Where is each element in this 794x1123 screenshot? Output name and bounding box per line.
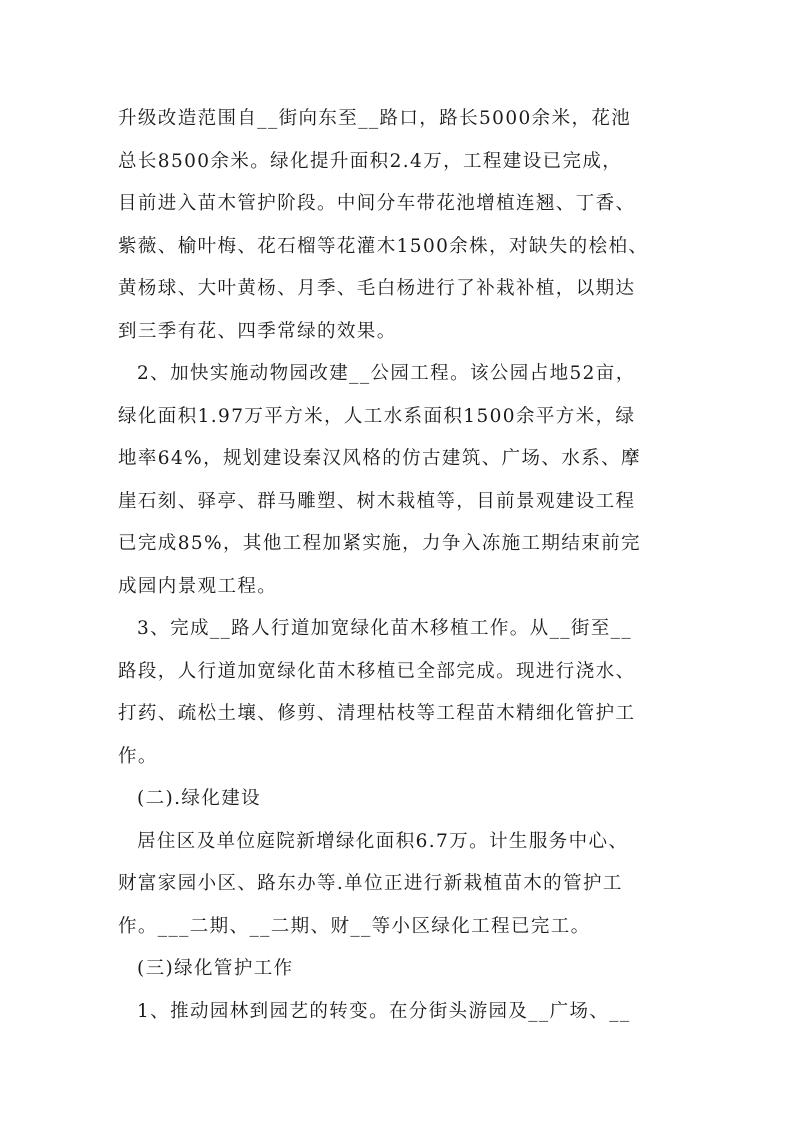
- text-line: 已完成85%，其他工程加紧实施，力争入冻施工期结束前完: [118, 533, 641, 554]
- text-line: 路段，人行道加宽绿化苗木移植已全部完成。现进行浇水、: [118, 660, 636, 682]
- text-line: 财富家园小区、路东办等.单位正进行新栽植苗木的管护工: [118, 873, 623, 894]
- text-line: 居住区及单位庭院新增绿化面积6.7万。计生服务中心、: [137, 830, 629, 852]
- text-line: 黄杨球、大叶黄杨、月季、毛白杨进行了补栽补植，以期达: [118, 278, 636, 299]
- text-line: 1、推动园林到园艺的转变。在分街头游园及__广场、__: [137, 1000, 631, 1022]
- text-line: 作。___二期、__二期、财__等小区绿化工程已完工。: [118, 915, 591, 937]
- text-line: (二).绿化建设: [137, 788, 262, 809]
- text-line: 地率64%，规划建设秦汉风格的仿古建筑、广场、水系、摩: [118, 448, 641, 469]
- text-line: 崖石刻、驿亭、群马雕塑、树木栽植等，目前景观建设工程: [118, 490, 636, 512]
- text-line: (三)绿化管护工作: [137, 958, 294, 979]
- text-line: 目前进入苗木管护阶段。中间分车带花池增植连翘、丁香、: [118, 193, 636, 214]
- text-line: 3、完成__路人行道加宽绿化苗木移植工作。从__街至__: [137, 618, 632, 639]
- text-line: 成园内景观工程。: [118, 575, 278, 597]
- text-line: 到三季有花、四季常绿的效果。: [118, 320, 397, 342]
- text-line: 升级改造范围自__街向东至__路口，路长5000余米，花池: [118, 108, 632, 129]
- text-line: 绿化面积1.97万平方米，人工水系面积1500余平方米，绿: [118, 405, 636, 427]
- text-line: 打药、疏松土壤、修剪、清理枯枝等工程苗木精细化管护工: [118, 703, 636, 724]
- text-line: 总长8500余米。绿化提升面积2.4万，工程建设已完成，: [118, 150, 623, 172]
- text-line: 2、加快实施动物园改建__公园工程。该公园占地52亩，: [137, 363, 636, 384]
- text-line: 作。: [118, 745, 158, 767]
- document-body: [118, 98, 678, 1033]
- text-line: 紫薇、榆叶梅、花石榴等花灌木1500余株，对缺失的桧柏、: [118, 235, 649, 257]
